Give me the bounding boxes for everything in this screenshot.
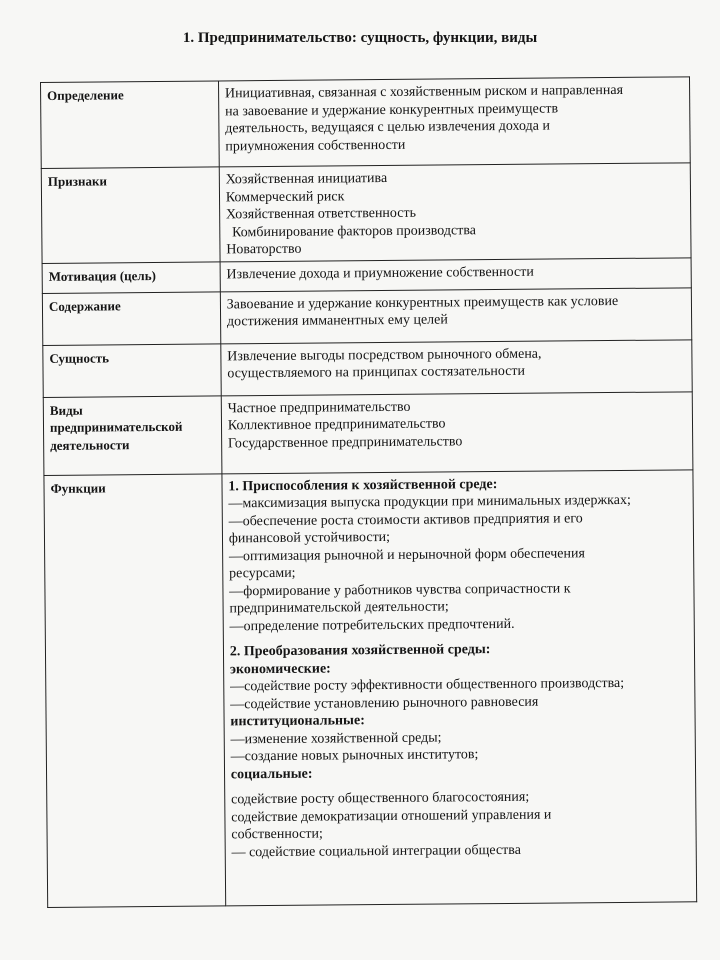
functions-label: Функции	[44, 473, 226, 907]
definition-value	[218, 77, 690, 167]
functions-line: финансовой устойчивости;	[228, 529, 391, 547]
functions-line: содействие демократизации отношений управления и	[231, 807, 552, 825]
definition-label: Определение	[41, 81, 220, 169]
functions-line: —оптимизация рыночной и нерыночной форм обеспечения	[228, 545, 585, 564]
functions-line: —формирование у работников чувства сопричастности к	[229, 580, 571, 599]
essence-line: Извлечение выгоды посредством рыночного обмена,	[227, 346, 542, 364]
summary-table	[40, 76, 697, 908]
functions-section-heading: 2. Преобразования хозяйственной среды:	[229, 642, 491, 660]
content-line: достижения имманентных ему целей	[226, 312, 448, 330]
functions-value	[222, 469, 697, 906]
functions-line: содействие росту общественного благосостояния;	[231, 789, 530, 808]
signs-value	[219, 163, 691, 262]
motivation-label: Мотивация (цель)	[42, 261, 220, 293]
functions-line: — содействие социальной интеграции общества	[231, 842, 521, 860]
signs-line: Хозяйственная инициатива	[225, 170, 388, 188]
functions-line: предпринимательской деятельности;	[229, 599, 449, 617]
table-row-functions	[44, 469, 697, 907]
functions-line: —создание новых рыночных институтов;	[230, 747, 479, 765]
essence-line: осуществляемого на принципах состязательности	[227, 363, 526, 382]
functions-subheading: социальные:	[230, 766, 313, 782]
functions-line: ресурсами;	[229, 565, 296, 582]
motivation-value: Извлечение дохода и приумножение собственности	[220, 257, 691, 291]
types-label-line: предпринимательской	[49, 418, 183, 435]
functions-line: —содействие установлению рыночного равновесия	[230, 694, 539, 712]
functions-line: —содействие росту эффективности общественного производства;	[230, 675, 625, 695]
functions-subheading: институциональные:	[230, 713, 365, 730]
functions-line: —обеспечение роста стоимости активов предприятия и его	[228, 510, 583, 529]
essence-label: Сущность	[43, 343, 221, 397]
types-label-line: Виды	[49, 402, 83, 418]
table-row-types	[43, 391, 693, 475]
functions-subheading: экономические:	[229, 660, 331, 677]
table-row-definition	[41, 77, 691, 169]
content-value	[220, 287, 692, 343]
signs-line: Комбинирование факторов производства	[232, 222, 477, 240]
functions-line: —максимизация выпуска продукции при минимальных издержках;	[228, 492, 631, 512]
table-row-essence	[43, 339, 692, 397]
signs-label: Признаки	[41, 167, 220, 263]
types-line: Государственное предпринимательство	[227, 433, 463, 451]
functions-line: собственности;	[231, 826, 323, 843]
signs-line: Коммерческий риск	[225, 188, 345, 205]
page-title: 1. Предпринимательство: сущность, функции, виды	[182, 30, 538, 46]
content-label: Содержание	[42, 291, 220, 345]
types-label	[43, 395, 221, 475]
signs-line: Новаторство	[226, 241, 302, 258]
table-row-content	[42, 287, 691, 345]
signs-line: Хозяйственная ответственность	[225, 205, 417, 223]
types-line: Частное предпринимательство	[227, 399, 411, 416]
essence-value	[221, 339, 693, 395]
functions-line: —изменение хозяйственной среды;	[230, 730, 442, 747]
definition-line: Инициативная, связанная с хозяйственным риском и направленная	[224, 82, 624, 102]
types-line: Коллективное предпринимательство	[227, 416, 446, 434]
definition-line: деятельность, ведущаяся с целью извлечения дохода и	[225, 118, 550, 137]
functions-section-heading: 1. Приспособления к хозяйственной среде:	[228, 476, 498, 494]
functions-line: —определение потребительских предпочтений.	[229, 616, 515, 634]
definition-line: приумножения собственности	[225, 137, 406, 154]
table-row-signs	[41, 163, 691, 263]
types-value	[221, 391, 693, 473]
types-label-line: деятельности	[50, 436, 130, 453]
content-line: Завоевание и удержание конкурентных преимуществ как условие	[226, 293, 619, 312]
definition-line: на завоевание и удержание конкурентных преимуществ	[225, 100, 559, 119]
